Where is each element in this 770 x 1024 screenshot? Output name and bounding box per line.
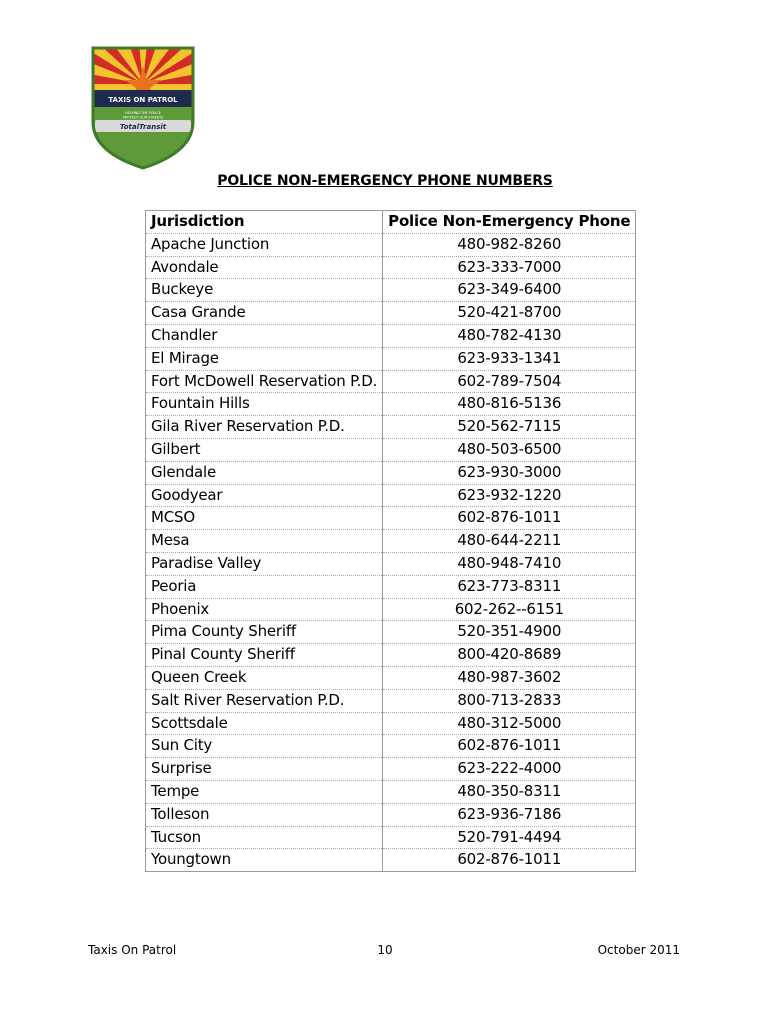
table-row (146, 256, 636, 279)
jurisdiction-cell: Phoenix (146, 598, 383, 621)
phone-table (145, 210, 636, 872)
jurisdiction-cell: Queen Creek (146, 666, 383, 689)
jurisdiction-cell: MCSO (146, 507, 383, 530)
table-row (146, 370, 636, 393)
phone-cell: 480-982-8260 (383, 233, 636, 256)
table-row (146, 644, 636, 667)
jurisdiction-cell: Fort McDowell Reservation P.D. (146, 370, 383, 393)
phone-cell: 623-930-3000 (383, 461, 636, 484)
phone-cell: 480-350-8311 (383, 780, 636, 803)
jurisdiction-cell: Tempe (146, 780, 383, 803)
phone-cell: 520-421-8700 (383, 302, 636, 325)
phone-cell: 520-562-7115 (383, 416, 636, 439)
page-number: 10 (377, 943, 393, 957)
phone-cell: 520-351-4900 (383, 621, 636, 644)
phone-cell: 623-349-6400 (383, 279, 636, 302)
table-row (146, 461, 636, 484)
jurisdiction-cell: Apache Junction (146, 233, 383, 256)
phone-cell: 480-948-7410 (383, 552, 636, 575)
table-row (146, 324, 636, 347)
phone-cell: 602-262--6151 (383, 598, 636, 621)
jurisdiction-cell: Casa Grande (146, 302, 383, 325)
table-row (146, 826, 636, 849)
jurisdiction-cell: Mesa (146, 530, 383, 553)
table-row (146, 302, 636, 325)
jurisdiction-cell: Gilbert (146, 438, 383, 461)
phone-cell: 602-876-1011 (383, 735, 636, 758)
jurisdiction-cell: Tolleson (146, 803, 383, 826)
table-row (146, 689, 636, 712)
phone-cell: 480-782-4130 (383, 324, 636, 347)
phone-cell: 800-713-2833 (383, 689, 636, 712)
jurisdiction-cell: Sun City (146, 735, 383, 758)
jurisdiction-cell: Scottsdale (146, 712, 383, 735)
phone-cell: 480-503-6500 (383, 438, 636, 461)
table-row (146, 416, 636, 439)
logo-title: TAXIS ON PATROL (108, 96, 178, 104)
table-row (146, 849, 636, 872)
table-row (146, 735, 636, 758)
jurisdiction-cell: Surprise (146, 758, 383, 781)
footer-date: October 2011 (597, 943, 680, 957)
phone-cell: 623-932-1220 (383, 484, 636, 507)
jurisdiction-cell: Paradise Valley (146, 552, 383, 575)
header-phone: Police Non-Emergency Phone (383, 211, 636, 234)
logo-tagline-1: HELPING THE POLICE (125, 111, 161, 115)
table-row (146, 780, 636, 803)
phone-cell: 480-816-5136 (383, 393, 636, 416)
jurisdiction-cell: Pima County Sheriff (146, 621, 383, 644)
logo-tagline-2: PROTECT OUR STREETS (122, 115, 164, 120)
jurisdiction-cell: Peoria (146, 575, 383, 598)
jurisdiction-cell: El Mirage (146, 347, 383, 370)
phone-cell: 623-333-7000 (383, 256, 636, 279)
logo-brand: TotalTransit (119, 123, 167, 131)
footer-left: Taxis On Patrol (88, 943, 177, 957)
phone-cell: 800-420-8689 (383, 644, 636, 667)
jurisdiction-cell: Salt River Reservation P.D. (146, 689, 383, 712)
table-row (146, 507, 636, 530)
phone-cell: 623-936-7186 (383, 803, 636, 826)
taxis-on-patrol-logo (89, 44, 197, 170)
table-row (146, 803, 636, 826)
table-row (146, 233, 636, 256)
table-row (146, 712, 636, 735)
jurisdiction-cell: Avondale (146, 256, 383, 279)
table-row (146, 393, 636, 416)
phone-cell: 520-791-4494 (383, 826, 636, 849)
jurisdiction-cell: Glendale (146, 461, 383, 484)
phone-cell: 480-987-3602 (383, 666, 636, 689)
jurisdiction-cell: Youngtown (146, 849, 383, 872)
phone-cell: 602-876-1011 (383, 849, 636, 872)
phone-cell: 480-644-2211 (383, 530, 636, 553)
table-row (146, 575, 636, 598)
header-jurisdiction: Jurisdiction (146, 211, 383, 234)
table-header-row (146, 211, 636, 234)
jurisdiction-cell: Gila River Reservation P.D. (146, 416, 383, 439)
table-row (146, 758, 636, 781)
table-row (146, 438, 636, 461)
phone-cell: 602-876-1011 (383, 507, 636, 530)
phone-cell: 623-222-4000 (383, 758, 636, 781)
table-row (146, 279, 636, 302)
jurisdiction-cell: Pinal County Sheriff (146, 644, 383, 667)
jurisdiction-cell: Chandler (146, 324, 383, 347)
table-row (146, 666, 636, 689)
table-row (146, 347, 636, 370)
phone-cell: 623-933-1341 (383, 347, 636, 370)
jurisdiction-cell: Goodyear (146, 484, 383, 507)
table-row (146, 621, 636, 644)
phone-cell: 480-312-5000 (383, 712, 636, 735)
table-row (146, 530, 636, 553)
table-row (146, 552, 636, 575)
page-title: POLICE NON-EMERGENCY PHONE NUMBERS (217, 173, 553, 189)
phone-cell: 602-789-7504 (383, 370, 636, 393)
jurisdiction-cell: Tucson (146, 826, 383, 849)
phone-cell: 623-773-8311 (383, 575, 636, 598)
table-row (146, 484, 636, 507)
jurisdiction-cell: Fountain Hills (146, 393, 383, 416)
jurisdiction-cell: Buckeye (146, 279, 383, 302)
table-row (146, 598, 636, 621)
